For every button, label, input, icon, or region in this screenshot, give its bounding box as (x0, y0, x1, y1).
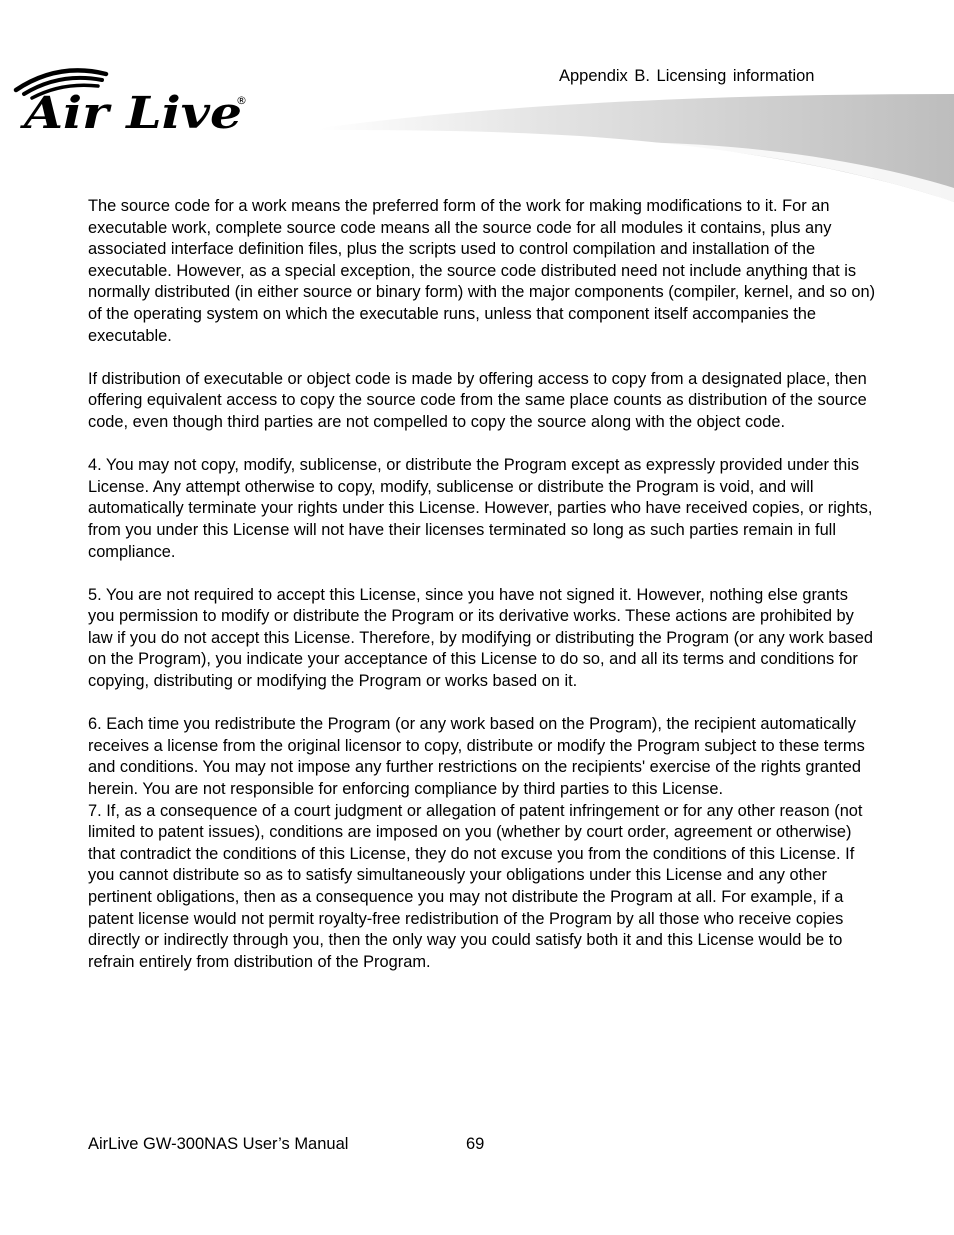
paragraph-section-4: 4. You may not copy, modify, sublicense, or distribute the Program except as expressly provided under this License. Any attempt otherwise to copy, modify, sublicense or distribute the Program is void, and will automatically terminate your rights under this License. However, parties who have received copies, or rights, from you under this License will not have their licenses terminated so long as such parties remain in full compliance. (88, 456, 873, 561)
section-title: Appendix B. Licensing information (559, 67, 815, 85)
paragraph-section-6: 6. Each time you redistribute the Program (or any work based on the Program), the recipient automatically receives a license from the original licensor to copy, distribute or modify the Program subject to these terms and conditions. You may not impose any further restrictions on the recipients' exercise of the rights granted herein. You are not responsible for enforcing compliance by third parties to this License. (88, 715, 865, 799)
license-body (88, 196, 878, 973)
logo-wordmark: Air Live (19, 88, 242, 139)
paragraph-source-code: The source code for a work means the preferred form of the work for making modifications to it. For an executable work, complete source code means all the source code for all modules it contains, plus any associated interface definition files, plus the scripts used to control compilation and installation of the executable. However, as a special exception, the source code distributed need not include anything that is normally distributed (in either source or binary form) with the major components (compiler, kernel, and so on) of the operating system on which the executable runs, unless that component itself accompanies the executable. (88, 197, 876, 345)
paragraph-section-7: 7. If, as a consequence of a court judgment or allegation of patent infringement or for any other reason (not limited to patent issues), conditions are imposed on you (whether by court order, agreement or otherwise) that contradict the conditions of this License, they do not excuse you from the conditions of this License. If you cannot distribute so as to satisfy simultaneously your obligations under this License and any other pertinent obligations, then as a consequence you may not distribute the Program at all. For example, if a patent license would not permit royalty-free redistribution of the Program by all those who receive copies directly or indirectly through you, then the only way you could satisfy both it and this License would be to refrain entirely from distribution of the Program. (88, 801, 863, 971)
registered-mark: ® (236, 94, 247, 107)
paragraph-section-5: 5. You are not required to accept this License, since you have not signed it. However, nothing else grants you permission to modify or distribute the Program or its derivative works. These actions are prohibited by law if you do not accept this License. Therefore, by modifying or distributing the Program (or any work based on the Program), you indicate your acceptance of this License to do so, and all its terms and conditions for copying, distributing or modifying the Program or works based on it. (88, 585, 874, 691)
airlive-logo (10, 60, 260, 140)
header-swoosh-decoration (300, 90, 954, 210)
paragraph-distribution: If distribution of executable or object code is made by offering access to copy from a designated place, then offering equivalent access to copy the source code from the same place counts as distribution of the source code, even though third parties are not compelled to copy the source along with the object code. (88, 369, 867, 431)
page-number: 69 (466, 1135, 485, 1153)
footer-manual-title: AirLive GW-300NAS User’s Manual (88, 1135, 349, 1153)
